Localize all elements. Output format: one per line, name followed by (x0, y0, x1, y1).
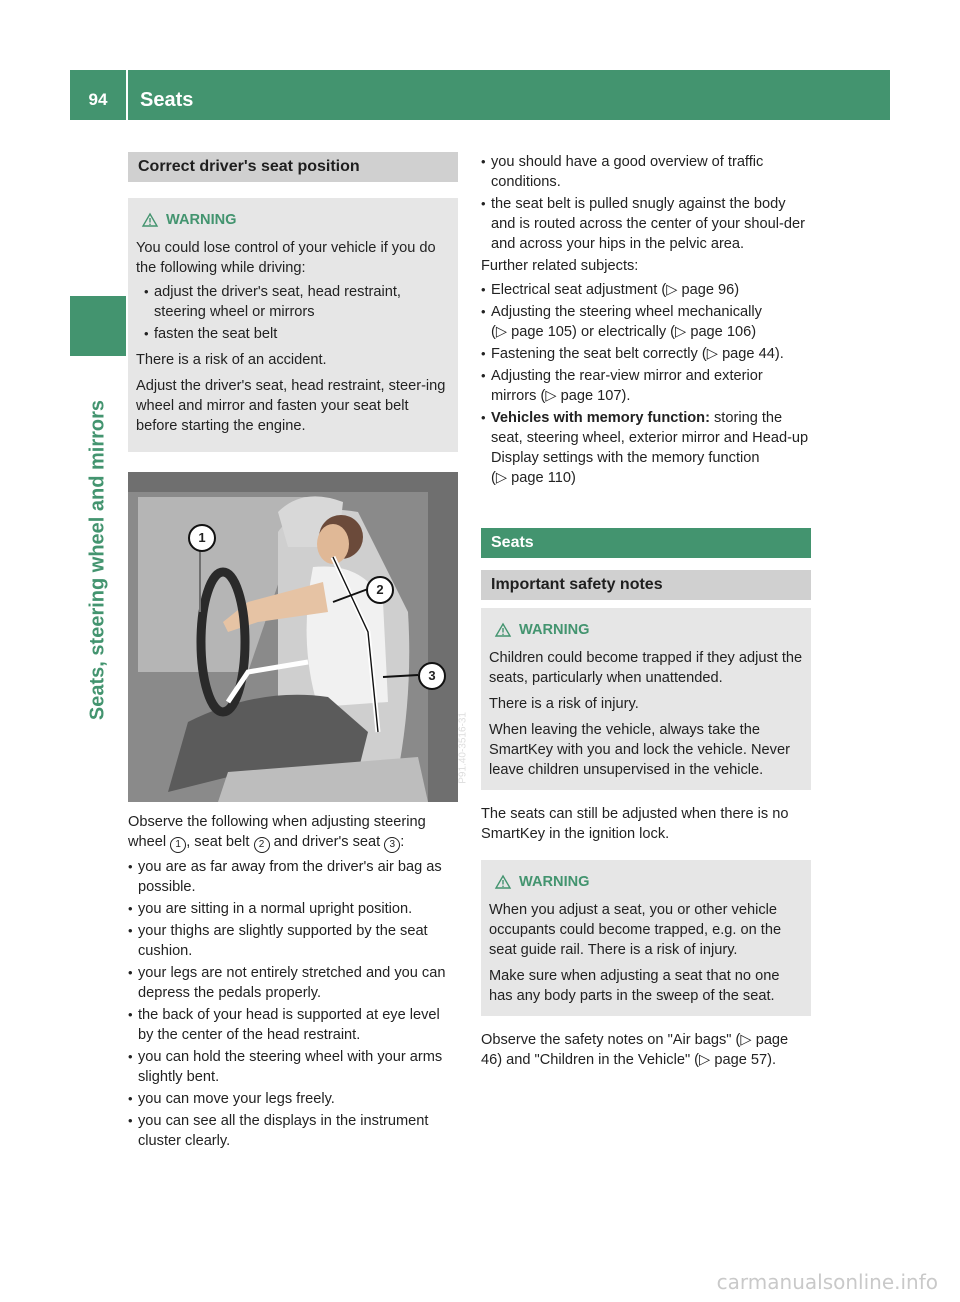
callout-1: 1 (188, 524, 216, 552)
warning-triangle-icon (495, 623, 511, 637)
driver-seat-drawing (128, 472, 458, 802)
list-item: • you should have a good overview of traffic conditions. (481, 154, 764, 190)
further-subjects: Further related subjects: (481, 258, 639, 274)
callout-ref-3: 3 (384, 837, 400, 853)
warning-intro: You could lose control of your vehicle if you do the following while driving: (136, 240, 436, 276)
warning-text: Children could become trapped if they adjust the seats, particularly when unattended. (489, 650, 803, 686)
observe-intro: Observe the following when adjusting steering wheel 1 , seat belt 2 and driver's seat 3 : (128, 812, 458, 853)
warning-heading: WARNING (142, 210, 450, 230)
chapter-marker (70, 296, 126, 356)
section-title-seats: Seats (481, 528, 811, 558)
seats-adjusted-note: The seats can still be adjusted when there is no SmartKey in the ignition lock. (481, 806, 789, 842)
warning-risk: There is a risk of an accident. (136, 352, 327, 368)
ref-arrow-icon: ▷ (675, 324, 687, 340)
section-title-seat-position: Correct driver's seat position (128, 152, 458, 182)
warning-action: Adjust the driver's seat, head restraint, steer-ing wheel and mirror and fasten your seat belt before starting the engine. (136, 378, 446, 434)
ref-arrow-icon: ▷ (545, 388, 557, 404)
section-title-safety-notes: Important safety notes (481, 570, 811, 600)
callout-2: 2 (366, 576, 394, 604)
warning-box-trapped (481, 860, 811, 1016)
list-item: • you are as far away from the driver's air bag as possible. (128, 859, 442, 895)
warning-heading: WARNING (495, 872, 803, 892)
ref-arrow-icon: ▷ (495, 470, 508, 486)
list-item: • the seat belt is pulled snugly against the body and is routed across the center of your shoul-der and across your hips in the pelvic area. (481, 196, 805, 252)
warning-text: When leaving the vehicle, always take the SmartKey with you and lock the vehicle. Never leave children unsupervised in the vehicle. (489, 722, 790, 778)
ref-arrow-icon: ▷ (706, 346, 718, 362)
list-item: • fasten the seat belt (144, 326, 278, 342)
callout-ref-2: 2 (254, 837, 270, 853)
related-link[interactable]: • Adjusting the rear-view mirror and exterior mirrors (▷ page 107). (481, 368, 763, 404)
warning-triangle-icon (495, 875, 511, 889)
list-item: • you can move your legs freely. (128, 1091, 335, 1107)
list-item: • your thighs are slightly supported by the seat cushion. (128, 923, 428, 959)
ref-arrow-icon: ▷ (666, 282, 678, 298)
observe-safety-notes: Observe the safety notes on "Air bags" (▷ page 46) and "Children in the Vehicle" (▷ page 57). (481, 1032, 789, 1068)
warning-box-children (481, 608, 811, 790)
watermark: carmanualsonline.info (716, 1270, 938, 1294)
ref-arrow-icon: ▷ (740, 1032, 752, 1048)
list-item: • you are sitting in a normal upright position. (128, 901, 413, 917)
related-link[interactable]: • Adjusting the steering wheel mechanically (▷ page 105) or electrically (▷ page 106) (481, 304, 762, 340)
driver-seat-illustration (128, 472, 469, 802)
related-link[interactable]: • Vehicles with memory function: storing the seat, steering wheel, exterior mirror and Head-up Display settings with the memory function (▷ page 110) (481, 410, 809, 486)
list-item: • your legs are not entirely stretched and you can depress the pedals properly. (128, 965, 446, 1001)
left-column (128, 152, 469, 1153)
warning-box-driving (128, 198, 458, 452)
page-title: Seats (140, 89, 194, 111)
ref-arrow-icon: ▷ (495, 324, 508, 340)
callout-ref-1: 1 (170, 837, 186, 853)
list-item: • adjust the driver's seat, head restraint, steering wheel or mirrors (144, 284, 401, 320)
list-item: • you can see all the displays in the instrument cluster clearly. (128, 1113, 429, 1149)
right-column (481, 152, 811, 1070)
list-item: • you can hold the steering wheel with your arms slightly bent. (128, 1049, 443, 1085)
page-number: 94 (88, 90, 108, 109)
figure-code: P91.40-3516-31 (458, 712, 469, 784)
header-divider (126, 70, 128, 120)
warning-heading: WARNING (495, 620, 803, 640)
chapter-tab-label: Seats, steering wheel and mirrors (86, 399, 109, 721)
related-link[interactable]: • Fastening the seat belt correctly (▷ page 44). (481, 346, 784, 362)
warning-text: Make sure when adjusting a seat that no one has any body parts in the sweep of the seat. (489, 968, 780, 1004)
ref-arrow-icon: ▷ (699, 1052, 711, 1068)
warning-text: There is a risk of injury. (489, 696, 639, 712)
warning-triangle-icon (142, 213, 158, 227)
warning-text: When you adjust a seat, you or other vehicle occupants could become trapped, e.g. on the seat guide rail. There is a risk of injury. (489, 902, 782, 958)
list-item: • the back of your head is supported at eye level by the center of the head restraint. (128, 1007, 440, 1043)
callout-3: 3 (418, 662, 446, 690)
related-link[interactable]: • Electrical seat adjustment (▷ page 96) (481, 282, 740, 298)
